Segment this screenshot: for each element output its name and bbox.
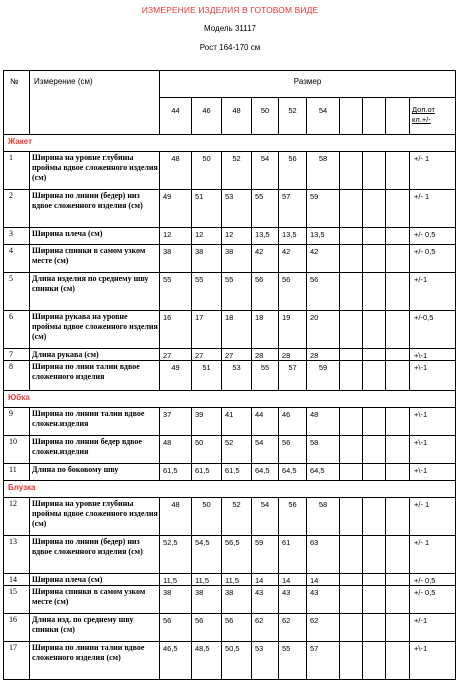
size-value: 56: [192, 614, 222, 642]
tolerance-value: +/- 0,5: [410, 228, 456, 245]
empty-cell: [340, 228, 363, 245]
size-value: 28: [279, 349, 307, 361]
tolerance-value: +/-1: [410, 614, 456, 642]
size-value: 55: [160, 273, 192, 311]
empty-cell: [363, 245, 386, 273]
empty-cell: [363, 311, 386, 349]
size-value: 55: [222, 273, 252, 311]
row-number: 5: [4, 273, 30, 311]
size-value: 27: [192, 349, 222, 361]
empty-cell: [386, 436, 410, 464]
empty-cell: [363, 228, 386, 245]
size-header: 54: [307, 98, 340, 135]
measurement-name: Ширина спинки в самом узком месте (см): [30, 586, 160, 614]
measurement-name: Ширина по линии (бедер) низ вдвое сложенного изделия (см): [30, 536, 160, 574]
measurement-name: Ширина спинки в самом узком месте (см): [30, 245, 160, 273]
size-value: 48: [160, 152, 192, 190]
empty-cell: [363, 464, 386, 481]
row-number: 10: [4, 436, 30, 464]
size-value: 55: [192, 273, 222, 311]
size-value: 54: [252, 498, 279, 536]
size-value: 48: [160, 436, 192, 464]
empty-cell: [386, 98, 410, 135]
size-value: 13,5: [307, 228, 340, 245]
size-value: 56: [252, 273, 279, 311]
size-value: 56: [222, 614, 252, 642]
size-value: 51: [192, 361, 222, 391]
empty-cell: [340, 273, 363, 311]
size-value: 49: [160, 190, 192, 228]
size-value: 14: [252, 574, 279, 586]
size-value: 54,5: [192, 536, 222, 574]
size-value: 54: [252, 436, 279, 464]
size-value: 38: [192, 245, 222, 273]
size-value: 55: [252, 361, 279, 391]
table-row: [4, 586, 456, 614]
empty-cell: [363, 361, 386, 391]
measurement-name: Ширина рукава на уровне проймы вдвое сложенного изделия (см): [30, 311, 160, 349]
empty-cell: [363, 98, 386, 135]
section-row: [4, 391, 456, 408]
empty-cell: [340, 614, 363, 642]
size-value: 57: [279, 361, 307, 391]
tolerance-value: +\-1: [410, 361, 456, 391]
size-value: 59: [307, 361, 340, 391]
table-row: [4, 408, 456, 436]
size-value: 62: [279, 614, 307, 642]
size-value: 38: [160, 245, 192, 273]
row-number: 14: [4, 574, 30, 586]
size-value: 13,5: [279, 228, 307, 245]
tolerance-value: +/- 1: [410, 152, 456, 190]
size-value: 39: [192, 408, 222, 436]
empty-cell: [340, 408, 363, 436]
size-value: 48: [160, 498, 192, 536]
column-header-tolerance: Доп.от кл.+/-: [410, 98, 456, 135]
empty-cell: [363, 436, 386, 464]
size-value: 54: [252, 152, 279, 190]
empty-cell: [340, 536, 363, 574]
size-value: 51: [192, 190, 222, 228]
measurement-name: Ширина по линии бедер вдвое сложен.изделия: [30, 436, 160, 464]
size-value: 57: [279, 190, 307, 228]
size-value: 59: [307, 190, 340, 228]
measurement-name: Ширина плеча (см): [30, 574, 160, 586]
size-value: 61: [279, 536, 307, 574]
tolerance-value: +\-1: [410, 349, 456, 361]
empty-cell: [340, 311, 363, 349]
size-value: 52,5: [160, 536, 192, 574]
size-value: 16: [160, 311, 192, 349]
row-number: 13: [4, 536, 30, 574]
size-header: 50: [252, 98, 279, 135]
empty-cell: [340, 574, 363, 586]
size-value: 56,5: [222, 536, 252, 574]
tolerance-value: +\-1: [410, 642, 456, 680]
tolerance-value: +\-1: [410, 436, 456, 464]
size-value: 62: [252, 614, 279, 642]
size-value: 56: [279, 152, 307, 190]
table-row: [4, 245, 456, 273]
size-value: 63: [307, 536, 340, 574]
size-value: 52: [222, 498, 252, 536]
size-value: 27: [222, 349, 252, 361]
size-value: 12: [160, 228, 192, 245]
size-value: 43: [307, 586, 340, 614]
measurement-name: Ширина по лини талии вдвое сложенного изделия: [30, 361, 160, 391]
empty-cell: [363, 190, 386, 228]
size-value: 64,5: [307, 464, 340, 481]
column-header-size: Размер: [160, 71, 456, 98]
tolerance-value: +/- 0,5: [410, 574, 456, 586]
size-value: 37: [160, 408, 192, 436]
size-value: 64,5: [252, 464, 279, 481]
measurement-name: Ширина по линии талии вдвое сложенного изделия (см): [30, 642, 160, 680]
size-value: 12: [222, 228, 252, 245]
table-row: [4, 190, 456, 228]
empty-cell: [386, 498, 410, 536]
row-number: 8: [4, 361, 30, 391]
size-value: 48: [307, 408, 340, 436]
tolerance-value: +\-1: [410, 408, 456, 436]
tolerance-value: +/-1: [410, 273, 456, 311]
table-row: [4, 349, 456, 361]
size-value: 13,5: [252, 228, 279, 245]
size-value: 58: [307, 152, 340, 190]
size-value: 17: [192, 311, 222, 349]
table-row: [4, 642, 456, 680]
empty-cell: [363, 273, 386, 311]
column-header-number: №: [4, 71, 30, 135]
size-value: 55: [252, 190, 279, 228]
table-row: [4, 228, 456, 245]
empty-cell: [386, 586, 410, 614]
size-value: 58: [307, 498, 340, 536]
empty-cell: [386, 642, 410, 680]
empty-cell: [386, 152, 410, 190]
row-number: 1: [4, 152, 30, 190]
size-value: 28: [307, 349, 340, 361]
row-number: 2: [4, 190, 30, 228]
size-value: 42: [252, 245, 279, 273]
size-value: 28: [252, 349, 279, 361]
empty-cell: [363, 536, 386, 574]
size-value: 38: [192, 586, 222, 614]
size-value: 11,5: [222, 574, 252, 586]
size-value: 49: [160, 361, 192, 391]
size-header: 48: [222, 98, 252, 135]
size-value: 42: [307, 245, 340, 273]
row-number: 12: [4, 498, 30, 536]
tolerance-value: +/- 0,5: [410, 586, 456, 614]
size-value: 27: [160, 349, 192, 361]
table-row: [4, 536, 456, 574]
empty-cell: [386, 408, 410, 436]
table-row: [4, 436, 456, 464]
empty-cell: [386, 464, 410, 481]
row-number: 11: [4, 464, 30, 481]
measurement-name: Длина изделия по среднему шву спинки (см): [30, 273, 160, 311]
section-title: Юбка: [4, 391, 456, 408]
row-number: 16: [4, 614, 30, 642]
size-value: 11,5: [160, 574, 192, 586]
empty-cell: [363, 586, 386, 614]
size-value: 59: [252, 536, 279, 574]
size-value: 42: [279, 245, 307, 273]
tolerance-value: +/- 1: [410, 498, 456, 536]
empty-cell: [386, 190, 410, 228]
size-value: 38: [160, 586, 192, 614]
tolerance-value: +\-1: [410, 464, 456, 481]
measurement-name: Ширина плеча (см): [30, 228, 160, 245]
size-value: 61,5: [192, 464, 222, 481]
size-header: 52: [279, 98, 307, 135]
size-value: 56: [279, 498, 307, 536]
empty-cell: [340, 586, 363, 614]
size-value: 52: [222, 436, 252, 464]
size-value: 12: [192, 228, 222, 245]
section-row: [4, 481, 456, 498]
size-value: 64,5: [279, 464, 307, 481]
size-value: 43: [252, 586, 279, 614]
size-value: 53: [252, 642, 279, 680]
empty-cell: [363, 498, 386, 536]
empty-cell: [386, 228, 410, 245]
table-row: [4, 574, 456, 586]
empty-cell: [340, 190, 363, 228]
size-value: 57: [307, 642, 340, 680]
empty-cell: [340, 464, 363, 481]
tolerance-value: +/-0,5: [410, 311, 456, 349]
row-number: 9: [4, 408, 30, 436]
empty-cell: [340, 245, 363, 273]
size-value: 14: [307, 574, 340, 586]
empty-cell: [340, 436, 363, 464]
document-title: ИЗМЕРЕНИЕ ИЗДЕЛИЯ В ГОТОВОМ ВИДЕ: [141, 5, 319, 15]
size-value: 62: [307, 614, 340, 642]
empty-cell: [363, 642, 386, 680]
empty-cell: [363, 152, 386, 190]
measurements-table: [3, 70, 456, 680]
row-number: 4: [4, 245, 30, 273]
empty-cell: [386, 273, 410, 311]
size-value: 19: [279, 311, 307, 349]
size-value: 50: [192, 436, 222, 464]
size-value: 20: [307, 311, 340, 349]
size-value: 50,5: [222, 642, 252, 680]
table-row: [4, 498, 456, 536]
size-value: 50: [192, 498, 222, 536]
section-title: Жакет: [4, 135, 456, 152]
table-row: [4, 361, 456, 391]
row-number: 15: [4, 586, 30, 614]
size-value: 38: [222, 245, 252, 273]
empty-cell: [386, 349, 410, 361]
size-value: 56: [160, 614, 192, 642]
size-value: 53: [222, 190, 252, 228]
table-row: [4, 464, 456, 481]
size-value: 46,5: [160, 642, 192, 680]
size-value: 52: [222, 152, 252, 190]
measurement-name: Ширина на уровне глубины проймы вдвое сложенного изделия (см): [30, 498, 160, 536]
column-header-measurement: Измерение (см): [30, 71, 160, 135]
size-value: 56: [279, 273, 307, 311]
size-value: 18: [222, 311, 252, 349]
empty-cell: [386, 245, 410, 273]
empty-cell: [363, 614, 386, 642]
empty-cell: [386, 361, 410, 391]
size-value: 50: [192, 152, 222, 190]
tolerance-value: +/- 0,5: [410, 245, 456, 273]
size-value: 48,5: [192, 642, 222, 680]
empty-cell: [340, 498, 363, 536]
measurement-name: Ширина по линии (бедер) низ вдвое сложенного изделия (см): [30, 190, 160, 228]
size-value: 11,5: [192, 574, 222, 586]
table-row: [4, 614, 456, 642]
size-value: 53: [222, 361, 252, 391]
size-header: 46: [192, 98, 222, 135]
row-number: 7: [4, 349, 30, 361]
size-value: 56: [307, 273, 340, 311]
empty-cell: [363, 349, 386, 361]
measurement-name: Длина изд. по среднему шву спинки (см): [30, 614, 160, 642]
empty-cell: [340, 361, 363, 391]
size-value: 58: [307, 436, 340, 464]
size-value: 56: [279, 436, 307, 464]
size-header: 44: [160, 98, 192, 135]
empty-cell: [386, 574, 410, 586]
tolerance-value: +/- 1: [410, 190, 456, 228]
empty-cell: [340, 98, 363, 135]
table-row: [4, 152, 456, 190]
size-value: 43: [279, 586, 307, 614]
empty-cell: [363, 408, 386, 436]
empty-cell: [363, 574, 386, 586]
tolerance-value: +/- 1: [410, 536, 456, 574]
size-value: 61,5: [160, 464, 192, 481]
empty-cell: [386, 536, 410, 574]
size-value: 61,5: [222, 464, 252, 481]
size-value: 41: [222, 408, 252, 436]
measurement-name: Ширина на уровне глубины проймы вдвое сложенного изделия (см): [30, 152, 160, 190]
model-number: Модель 31117: [204, 24, 256, 33]
section-row: [4, 135, 456, 152]
empty-cell: [340, 642, 363, 680]
size-value: 14: [279, 574, 307, 586]
size-value: 44: [252, 408, 279, 436]
row-number: 6: [4, 311, 30, 349]
size-value: 55: [279, 642, 307, 680]
measurement-name: Длина по боковому шву: [30, 464, 160, 481]
table-row: [4, 273, 456, 311]
row-number: 17: [4, 642, 30, 680]
empty-cell: [386, 311, 410, 349]
empty-cell: [340, 349, 363, 361]
measurement-name: Ширина по линии талии вдвое сложен.изделия: [30, 408, 160, 436]
size-value: 18: [252, 311, 279, 349]
measurement-name: Длина рукава (см): [30, 349, 160, 361]
table-header-row: [4, 71, 456, 98]
size-value: 46: [279, 408, 307, 436]
height-range: Рост 164-170 см: [199, 43, 261, 52]
row-number: 3: [4, 228, 30, 245]
table-row: [4, 311, 456, 349]
section-title: Блузка: [4, 481, 456, 498]
size-value: 38: [222, 586, 252, 614]
empty-cell: [340, 152, 363, 190]
empty-cell: [386, 614, 410, 642]
